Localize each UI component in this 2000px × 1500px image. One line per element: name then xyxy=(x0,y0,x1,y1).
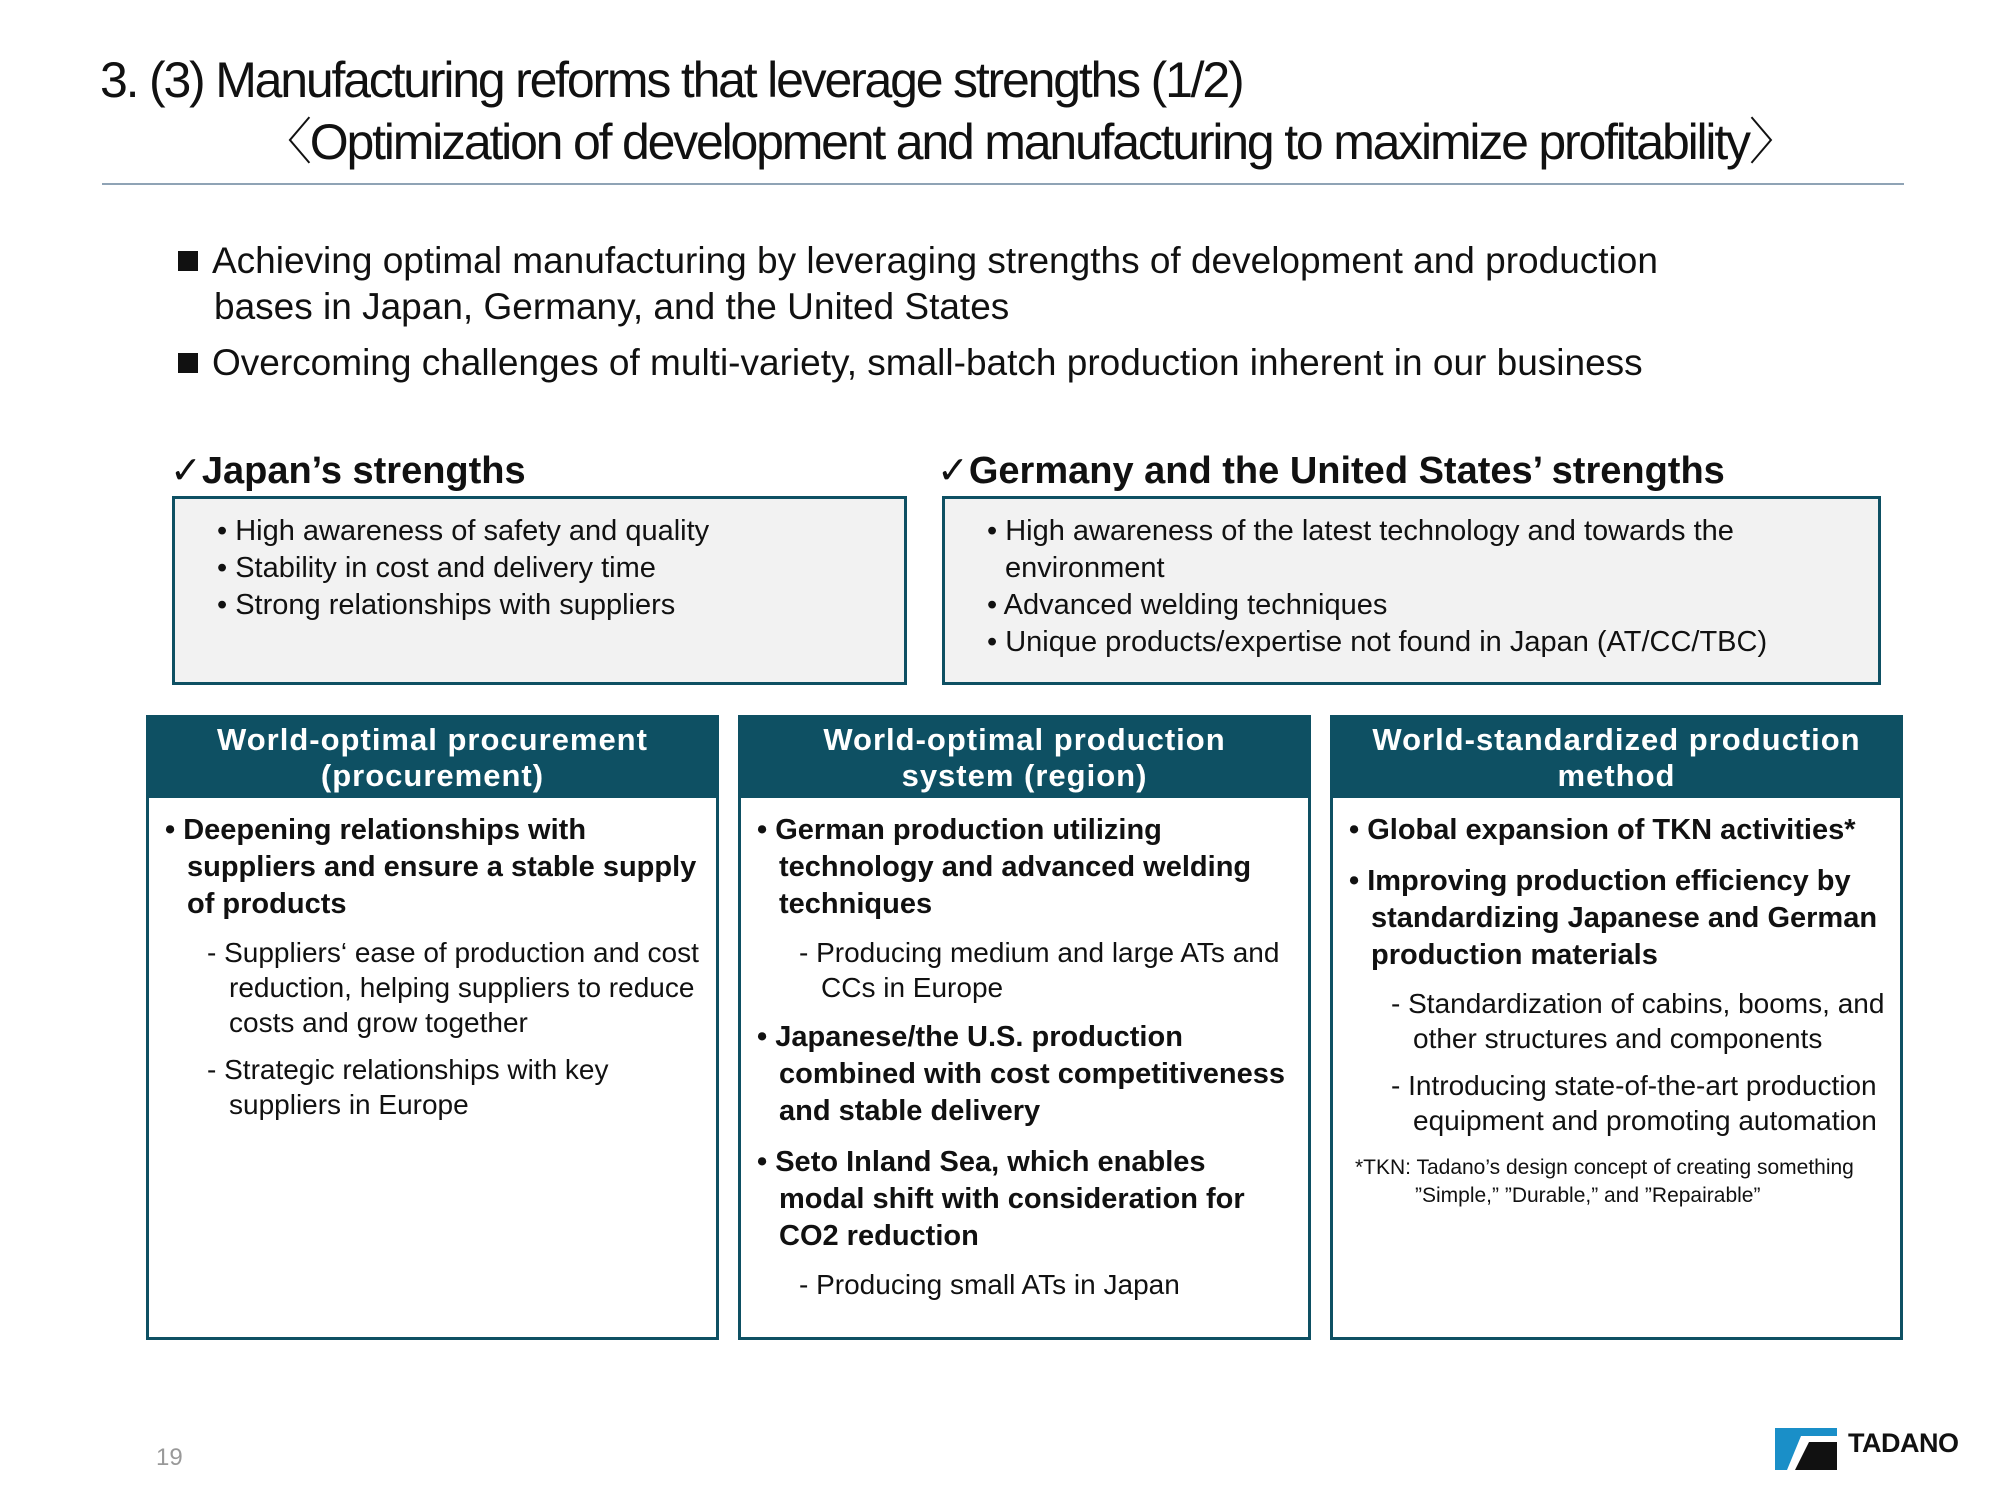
column-title-line: method xyxy=(1557,758,1676,793)
footnote-line: ”Simple,” ”Durable,” and ”Repairable” xyxy=(1415,1184,1761,1207)
title-divider xyxy=(102,183,1904,185)
intro-bullet-continuation: bases in Japan, Germany, and the United States xyxy=(214,286,1010,327)
germany-us-strengths-box xyxy=(942,496,1881,685)
sub-point: - Producing medium and large ATs and CCs in Europe xyxy=(757,935,1298,1005)
tadano-logo-icon xyxy=(1775,1428,1837,1475)
sub-point: - Introducing state-of-the-art production equipment and promoting automation xyxy=(1349,1068,1890,1138)
list-item: • Stability in cost and delivery time xyxy=(217,550,904,587)
main-point: • Global expansion of TKN activities* xyxy=(1349,812,1890,849)
main-point: • Seto Inland Sea, which enables modal shift with consideration for CO2 reduction xyxy=(757,1144,1298,1255)
list-item: • Strong relationships with suppliers xyxy=(217,587,904,624)
column-body xyxy=(1333,798,1900,1210)
intro-bullet-text: Overcoming challenges of multi-variety, small-batch production inherent in our business xyxy=(212,342,1643,383)
main-point: • Improving production efficiency by standardizing Japanese and German production materials xyxy=(1349,863,1890,974)
main-point: • Japanese/the U.S. production combined with cost competitiveness and stable delivery xyxy=(757,1019,1298,1130)
germany-us-strengths-list xyxy=(945,499,1878,661)
sub-point: - Strategic relationships with key suppliers in Europe xyxy=(165,1052,706,1122)
page-number: 19 xyxy=(156,1444,183,1471)
footnote xyxy=(1349,1154,1890,1210)
square-bullet-icon xyxy=(178,251,198,271)
column-title-line: World-optimal production xyxy=(823,722,1226,757)
sub-point: - Standardization of cabins, booms, and other structures and components xyxy=(1349,986,1890,1056)
column-header xyxy=(1333,718,1900,798)
page-subtitle: 〈Optimization of development and manufacturing to maximize profitability〉 xyxy=(262,114,1797,170)
list-item: • High awareness of the latest technology and towards the environment xyxy=(987,513,1818,587)
production-method-column xyxy=(1330,715,1903,1340)
column-header xyxy=(741,718,1308,798)
column-title-line: (procurement) xyxy=(320,758,545,793)
sub-point: - Producing small ATs in Japan xyxy=(757,1267,1298,1302)
column-title-line: World-standardized production xyxy=(1372,722,1861,757)
production-system-column xyxy=(738,715,1311,1340)
footnote-line: *TKN: Tadano’s design concept of creating something xyxy=(1355,1156,1854,1179)
sub-point: - Suppliers‘ ease of production and cost reduction, helping suppliers to reduce costs and grow together xyxy=(165,935,706,1040)
column-body xyxy=(741,798,1308,1302)
page-title: 3. (3) Manufacturing reforms that leverage strengths (1/2) xyxy=(100,52,1243,108)
japan-strengths-heading: ✓Japan’s strengths xyxy=(170,450,526,492)
column-body xyxy=(149,798,716,1122)
column-header xyxy=(149,718,716,798)
procurement-column xyxy=(146,715,719,1340)
column-title-line: system (region) xyxy=(901,758,1148,793)
main-point: • German production utilizing technology and advanced welding techniques xyxy=(757,812,1298,923)
logo-wordmark: TADANO xyxy=(1848,1428,1959,1458)
column-title-line: World-optimal procurement xyxy=(217,722,648,757)
japan-strengths-box xyxy=(172,496,907,685)
intro-bullet xyxy=(178,340,1643,386)
japan-strengths-list xyxy=(175,499,904,624)
list-item: • Advanced welding techniques xyxy=(987,587,1818,624)
list-item: • Unique products/expertise not found in Japan (AT/CC/TBC) xyxy=(987,624,1818,661)
intro-bullet xyxy=(178,238,1658,284)
list-item: • High awareness of safety and quality xyxy=(217,513,904,550)
main-point: • Deepening relationships with suppliers and ensure a stable supply of products xyxy=(165,812,706,923)
intro-bullet-text: Achieving optimal manufacturing by leveraging strengths of development and production xyxy=(212,240,1658,281)
square-bullet-icon xyxy=(178,353,198,373)
germany-us-strengths-heading: ✓Germany and the United States’ strengths xyxy=(937,450,1725,492)
